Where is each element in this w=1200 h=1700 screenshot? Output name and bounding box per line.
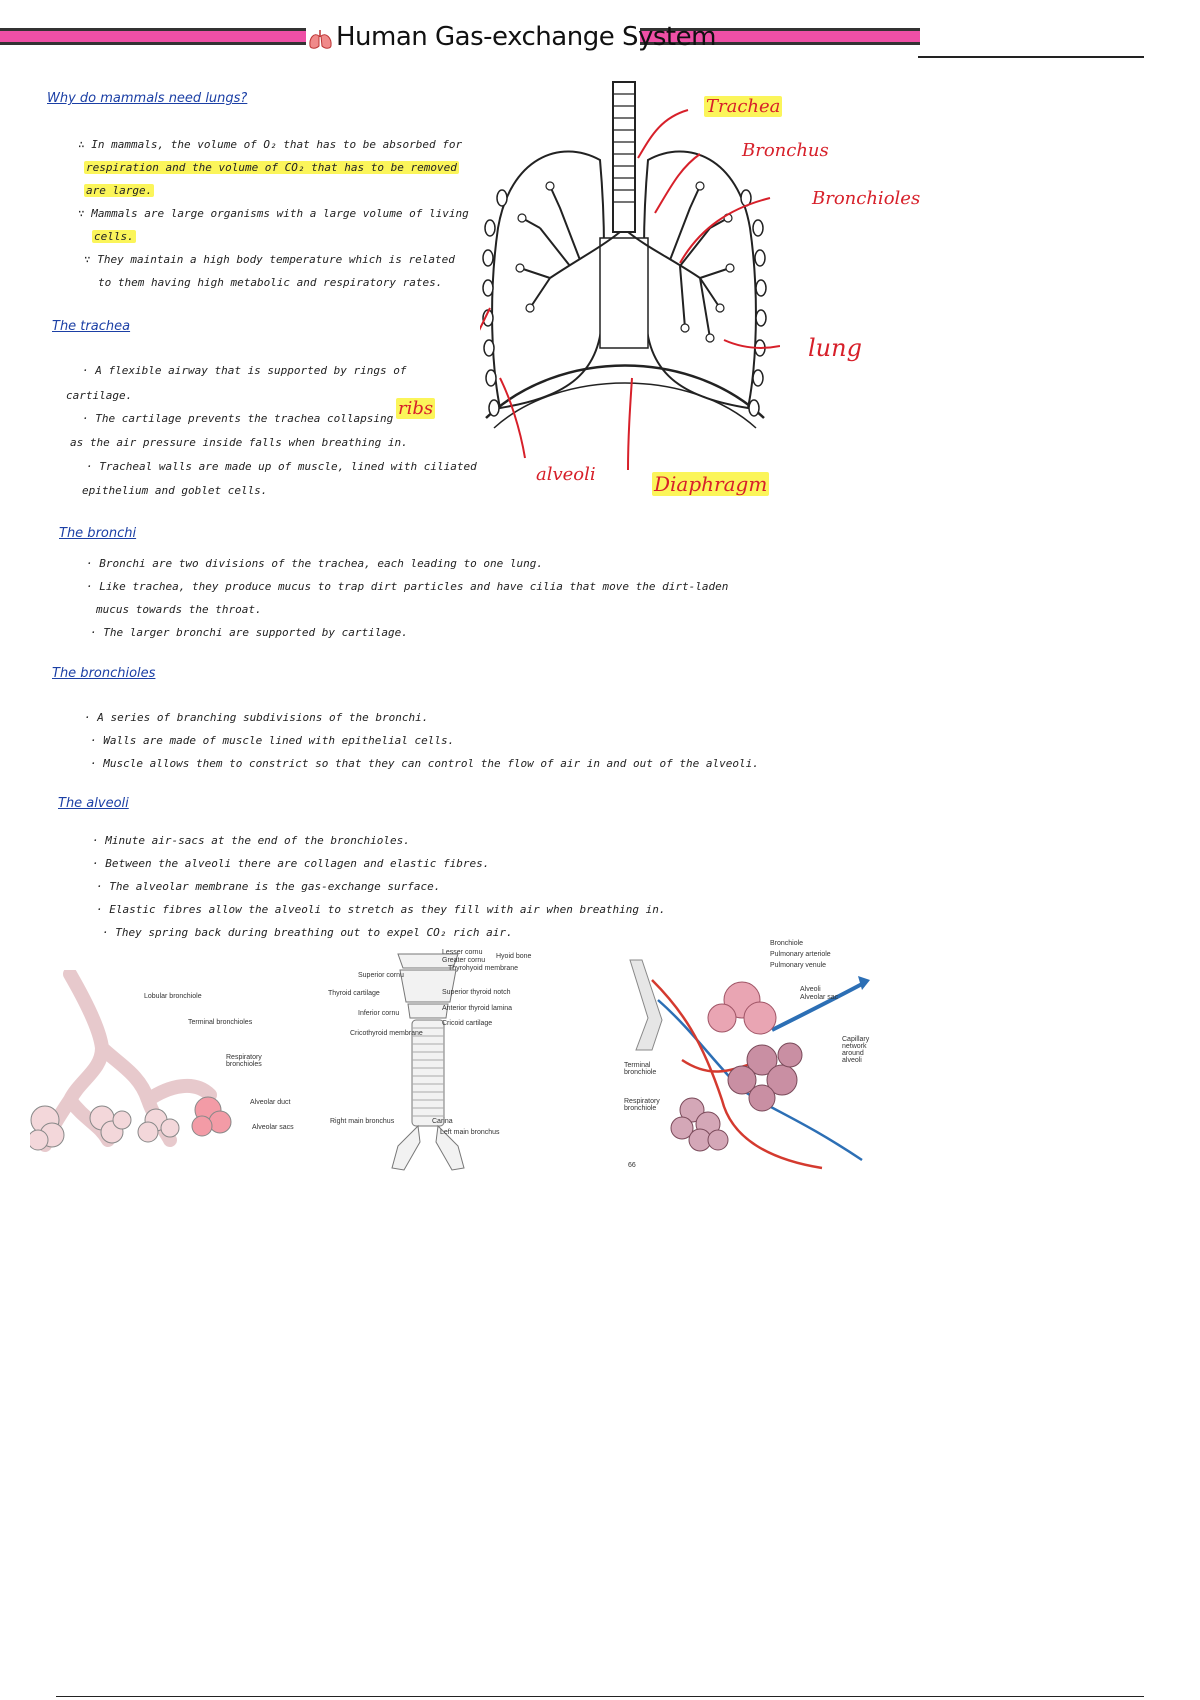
fig2-label-inferior-cornu: Inferior cornu xyxy=(358,1010,400,1017)
fig1-label-respiratory: Respiratory bronchioles xyxy=(226,1054,262,1068)
why-line-1: ∴ In mammals, the volume of O₂ that has to be absorbed for xyxy=(78,138,463,151)
alveoli-line-2: · Between the alveoli there are collagen and elastic fibres. xyxy=(92,857,490,870)
fig3-label-terminal: Terminal bronchiole xyxy=(624,1062,657,1076)
label-ribs: ribs xyxy=(398,398,434,419)
why-line-4: ∵ Mammals are large organisms with a large volume of living xyxy=(78,207,469,220)
fig2-label-carina: Carina xyxy=(432,1118,453,1125)
fig3-page-number: 66 xyxy=(628,1162,636,1169)
section-heading-alveoli: The alveoli xyxy=(58,796,129,811)
label-lung: lung xyxy=(808,334,862,362)
lung-diagram xyxy=(480,78,780,478)
section-heading-bronchi: The bronchi xyxy=(59,526,137,541)
why-line-3: are large. xyxy=(86,184,153,197)
figure-alveoli-capillaries xyxy=(622,940,872,1172)
footer-rule xyxy=(56,1696,1144,1697)
figure-larynx-trachea xyxy=(378,946,478,1174)
section-heading-bronchioles: The bronchioles xyxy=(52,666,156,681)
fig2-label-superior-cornu: Superior cornu xyxy=(358,972,404,979)
alveoli-line-4: · Elastic fibres allow the alveoli to stretch as they fill with air when breathing in. xyxy=(96,903,666,916)
fig2-label-lamina: Anterior thyroid lamina xyxy=(442,1005,513,1012)
fig1-label-lobular: Lobular bronchiole xyxy=(144,993,202,1000)
fig2-label-right-bronchus: Right main bronchus xyxy=(330,1118,395,1125)
why-line-7: to them having high metabolic and respiratory rates. xyxy=(98,276,443,289)
trachea-line-3: · The cartilage prevents the trachea collapsing xyxy=(82,412,394,425)
header-bar-left xyxy=(0,28,306,45)
bronchioles-line-2: · Walls are made of muscle lined with epithelial cells. xyxy=(90,734,455,747)
label-bronchioles: Bronchioles xyxy=(812,188,921,209)
alveoli-line-3: · The alveolar membrane is the gas-exchange surface. xyxy=(96,880,441,893)
trachea-line-5: · Tracheal walls are made up of muscle, lined with ciliated xyxy=(86,460,477,473)
bronchi-line-4: · The larger bronchi are supported by cartilage. xyxy=(90,626,408,639)
bronchioles-line-3: · Muscle allows them to constrict so that they can control the flow of air in and out of the alveoli. xyxy=(90,757,759,770)
fig2-label-lesser: Lesser cornu xyxy=(442,949,483,956)
label-diaphragm: Diaphragm xyxy=(654,472,768,496)
bronchi-line-3: mucus towards the throat. xyxy=(96,603,262,616)
bronchioles-line-1: · A series of branching subdivisions of the bronchi. xyxy=(84,711,429,724)
fig3-label-venule: Pulmonary venule xyxy=(770,962,827,969)
lungs-icon xyxy=(308,28,334,50)
why-line-6: ∵ They maintain a high body temperature which is related xyxy=(84,253,455,266)
fig3-label-alveoli: Alveoli xyxy=(800,986,821,993)
bronchi-line-2: · Like trachea, they produce mucus to trap dirt particles and have cilia that move the dirt-laden xyxy=(86,580,729,593)
fig3-label-bronchiole: Bronchiole xyxy=(770,940,804,947)
fig3-label-sac: Alveolar sac xyxy=(800,994,839,1001)
label-trachea: Trachea xyxy=(706,96,781,117)
fig1-label-sacs: Alveolar sacs xyxy=(252,1124,294,1131)
alveoli-line-5: · They spring back during breathing out to expel CO₂ rich air. xyxy=(102,926,513,939)
fig2-label-cricothyroid: Cricothyroid membrane xyxy=(350,1030,423,1037)
fig2-label-thyrohyoid: Thyrohyoid membrane xyxy=(448,965,519,972)
trachea-line-1: · A flexible airway that is supported by rings of xyxy=(82,364,407,377)
fig3-label-capillary: Capillary network around alveoli xyxy=(842,1036,870,1064)
fig1-label-terminal: Terminal bronchioles xyxy=(188,1019,253,1026)
figure-bronchiole-tree xyxy=(30,970,253,1155)
fig2-label-hyoid: Hyoid bone xyxy=(496,953,532,960)
section-heading-why: Why do mammals need lungs? xyxy=(47,91,248,106)
label-alveoli: alveoli xyxy=(536,464,596,485)
trachea-line-2: cartilage. xyxy=(66,389,133,402)
bronchi-line-1: · Bronchi are two divisions of the trachea, each leading to one lung. xyxy=(86,557,543,570)
fig2-label-left-bronchus: Left main bronchus xyxy=(440,1129,500,1136)
fig2-label-thyroid: Thyroid cartilage xyxy=(328,990,380,997)
why-line-2: respiration and the volume of CO₂ that has to be removed xyxy=(86,161,457,174)
why-line-5: cells. xyxy=(94,230,134,243)
fig1-label-duct: Alveolar duct xyxy=(250,1099,291,1106)
alveoli-line-1: · Minute air-sacs at the end of the bronchioles. xyxy=(92,834,410,847)
label-bronchus: Bronchus xyxy=(742,140,829,161)
page-title: Human Gas-exchange System xyxy=(336,22,716,52)
fig2-label-greater: Greater cornu xyxy=(442,957,486,964)
fig3-label-respiratory: Respiratory bronchiole xyxy=(624,1098,660,1112)
header-rule xyxy=(918,56,1144,58)
fig3-label-arteriole: Pulmonary arteriole xyxy=(770,951,831,958)
trachea-line-6: epithelium and goblet cells. xyxy=(82,484,268,497)
trachea-line-4: as the air pressure inside falls when breathing in. xyxy=(70,436,408,449)
fig2-label-notch: Superior thyroid notch xyxy=(442,989,511,996)
fig2-label-cricoid: Cricoid cartilage xyxy=(442,1020,493,1027)
section-heading-trachea: The trachea xyxy=(52,319,131,334)
